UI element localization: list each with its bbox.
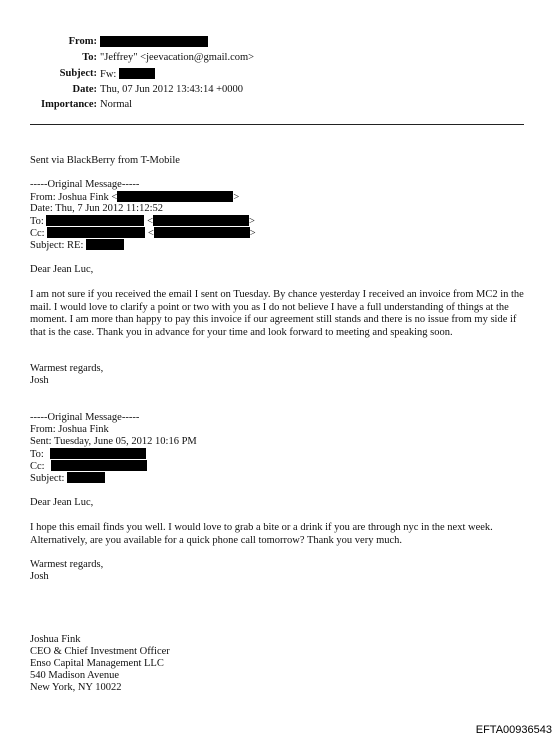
header-from-row (0, 36, 554, 50)
msg1-name: Josh (30, 375, 49, 386)
msg1-to-angle-close: > (249, 216, 255, 227)
subject-redacted (119, 68, 155, 79)
msg1-subject-redacted (86, 239, 124, 250)
subject-label: Subject: (59, 68, 97, 79)
sent-via-line: Sent via BlackBerry from T-Mobile (30, 155, 180, 166)
msg1-to-label: To: (30, 216, 44, 227)
signature-address-line1: 540 Madison Avenue (30, 670, 120, 681)
signature-title: CEO & Chief Investment Officer (30, 646, 170, 657)
msg1-to-angle-open: < (147, 216, 154, 227)
msg1-from-close: > (233, 192, 240, 203)
subject-value (100, 68, 155, 82)
msg1-cc-redacted-name (47, 227, 145, 238)
msg2-paragraph: I hope this email finds you well. I would love to grab a bite or a drink if you are through nyc in the next week. Alternatively, are you available for a quick phone call tomorrow? Thank you very much. (30, 522, 493, 546)
msg1-subject (30, 239, 530, 253)
msg1-cc-angle-open: < (147, 228, 154, 239)
msg1-subject-text: Subject: RE: (30, 240, 84, 251)
msg1-from-redacted (117, 191, 233, 202)
to-label: To: (82, 52, 97, 63)
msg2-greeting: Dear Jean Luc, (30, 497, 94, 508)
header-subject-row (0, 68, 554, 82)
header-importance-row (0, 99, 554, 113)
msg1-to-redacted-name (46, 215, 144, 226)
msg2-cc-label: Cc: (30, 461, 45, 472)
to-value: "Jeffrey" <jeevacation@gmail.com> (100, 52, 255, 63)
document-id: EFTA00936543 (475, 724, 552, 736)
signature-address-line2: New York, NY 10022 (30, 682, 122, 693)
msg2-subject (30, 472, 530, 486)
msg2-to-label: To: (30, 449, 44, 460)
msg2-subject-redacted (67, 472, 105, 483)
msg1-cc-angle-close: > (249, 228, 256, 239)
msg1-cc-redacted-email (154, 227, 250, 238)
msg2-to-redacted (50, 448, 146, 459)
msg2-cc-redacted (51, 460, 147, 471)
msg1-cc-label: Cc: (30, 228, 45, 239)
msg1-from-text: From: Joshua Fink < (30, 192, 118, 203)
date-label: Date: (72, 84, 97, 95)
msg1-to-redacted-email (153, 215, 249, 226)
msg2-from: From: Joshua Fink (30, 424, 109, 435)
importance-label: Importance: (41, 99, 97, 110)
msg2-divider: -----Original Message----- (30, 412, 140, 423)
msg2-subject-label: Subject: (30, 473, 65, 484)
signature-company: Enso Capital Management LLC (30, 658, 164, 669)
header-date-row (0, 84, 554, 98)
subject-prefix: Fw: (100, 69, 117, 80)
date-value: Thu, 07 Jun 2012 13:43:14 +0000 (100, 84, 244, 95)
msg2-signoff: Warmest regards, (30, 559, 104, 570)
header-divider (30, 124, 524, 125)
signature-name: Joshua Fink (30, 634, 81, 645)
header-to-row (0, 52, 554, 66)
msg1-greeting: Dear Jean Luc, (30, 264, 94, 275)
msg1-divider: -----Original Message----- (30, 179, 140, 190)
msg2-sent: Sent: Tuesday, June 05, 2012 10:16 PM (30, 436, 197, 447)
msg2-name: Josh (30, 571, 49, 582)
importance-value: Normal (100, 99, 133, 110)
from-value-redacted (100, 36, 208, 50)
from-label: From: (68, 36, 97, 47)
msg1-paragraph: I am not sure if you received the email I sent on Tuesday. By chance yesterday I received an invoice from MC2 in the mail. I would love to clarify a point or two with you as I do not believe I have a full understanding of things at the moment. I am more than happy to pay this invoice if our agreement still stands and there is no issue from my side if that is the case. Thank you in advance for your time and look forward to meeting and speaking soon. (30, 289, 524, 338)
msg1-signoff: Warmest regards, (30, 363, 104, 374)
msg1-date: Date: Thu, 7 Jun 2012 11:12:52 (30, 203, 163, 214)
